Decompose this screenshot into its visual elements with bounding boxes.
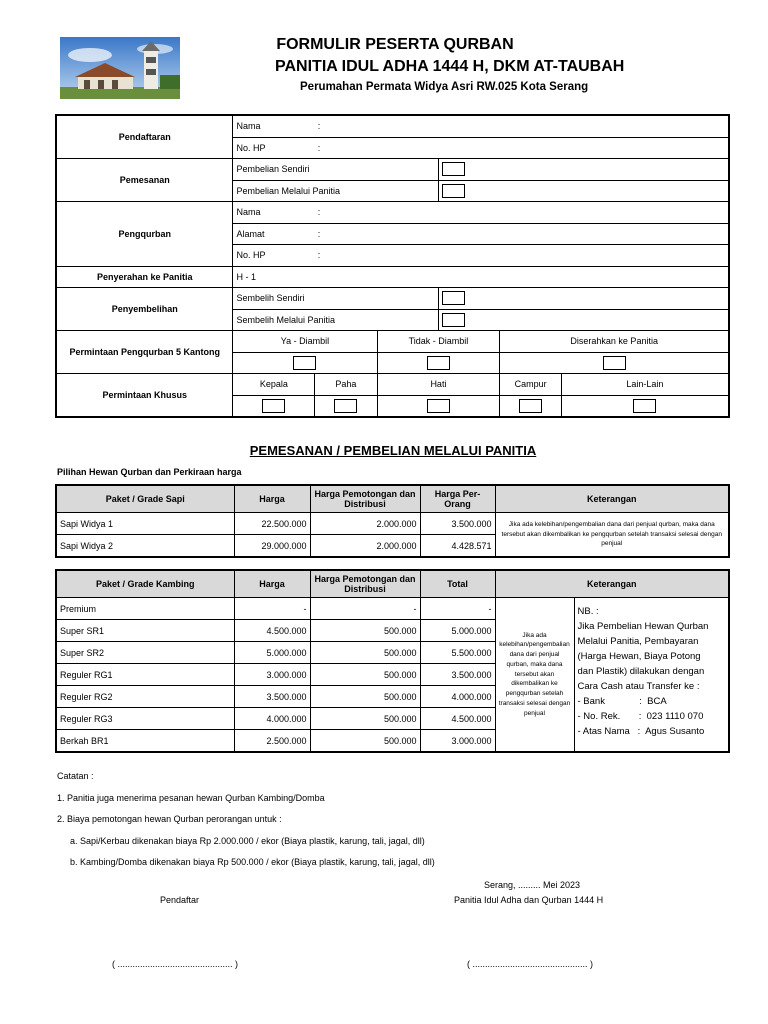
- khusus-paha-checkbox[interactable]: [334, 399, 357, 413]
- pemesanan-label: Pemesanan: [56, 159, 233, 202]
- khusus-hati-cell[interactable]: [377, 395, 500, 417]
- kantong-tidak-checkbox[interactable]: [427, 356, 450, 370]
- sembelih-sendiri-checkbox[interactable]: [442, 291, 465, 305]
- note-subitem: b. Kambing/Domba dikenakan biaya Rp 500.000 / ekor (Biaya plastik, karung, tali, jagal, dll): [70, 857, 435, 867]
- pembelian-panitia-checkbox[interactable]: [442, 184, 465, 198]
- khusus-kepala-label: Kepala: [233, 374, 315, 396]
- table-row: [56, 598, 729, 620]
- kambing-header-total: Total: [420, 570, 495, 598]
- bank-line: - Bank : BCA: [577, 696, 667, 707]
- khusus-kepala-checkbox[interactable]: [262, 399, 285, 413]
- section-title: PEMESANAN / PEMBELIAN MELALUI PANITIA: [249, 443, 537, 458]
- account-name-line: - Atas Nama : Agus Susanto: [577, 726, 705, 737]
- kantong-label: Permintaan Pengqurban 5 Kantong: [56, 331, 233, 374]
- kambing-potong: 500.000: [310, 642, 420, 664]
- kantong-panitia-label: Diserahkan ke Panitia: [500, 331, 729, 353]
- pembelian-sendiri-label: Pembelian Sendiri: [233, 159, 439, 181]
- signature-line-left[interactable]: ( .............................................. ): [112, 959, 239, 969]
- pengqurban-nohp-label: No. HP: [233, 245, 315, 267]
- kambing-name: Reguler RG1: [56, 664, 234, 686]
- khusus-campur-label: Campur: [500, 374, 561, 396]
- kambing-name: Reguler RG3: [56, 708, 234, 730]
- payment-note: [574, 598, 729, 753]
- sapi-name: Sapi Widya 2: [56, 535, 234, 558]
- sapi-potong: 2.000.000: [310, 513, 420, 535]
- pendaftaran-nama-label: Nama: [233, 115, 315, 137]
- kambing-potong: 500.000: [310, 664, 420, 686]
- kambing-name: Premium: [56, 598, 234, 620]
- kambing-header-keterangan: Keterangan: [495, 570, 729, 598]
- kambing-potong: 500.000: [310, 730, 420, 753]
- section-subtitle: Pilihan Hewan Qurban dan Perkiraan harga: [57, 467, 242, 477]
- kambing-harga: 2.500.000: [234, 730, 310, 753]
- note-line: Cara Cash atau Transfer ke :: [577, 681, 700, 692]
- account-line: - No. Rek. : 023 1110 070: [577, 711, 704, 722]
- pembelian-panitia-checkbox-cell[interactable]: [439, 180, 729, 202]
- kambing-potong: 500.000: [310, 686, 420, 708]
- sembelih-panitia-label: Sembelih Melalui Panitia: [233, 309, 439, 331]
- note-item: 2. Biaya pemotongan hewan Qurban perorangan untuk :: [57, 814, 282, 824]
- registration-table: [55, 114, 730, 418]
- penyembelihan-label: Penyembelihan: [56, 288, 233, 331]
- kantong-panitia-cell[interactable]: [500, 352, 729, 374]
- notes-heading: Catatan :: [57, 771, 94, 781]
- kambing-header-potong: Harga Pemotongan dan Distribusi: [310, 570, 420, 598]
- note-line: dan Plastik) dilakukan dengan: [577, 666, 705, 677]
- khusus-campur-checkbox[interactable]: [519, 399, 542, 413]
- sapi-header-paket: Paket / Grade Sapi: [56, 485, 234, 513]
- place-date: Serang, ......... Mei 2023: [484, 880, 581, 890]
- kambing-price-table: [55, 569, 730, 753]
- pengqurban-label: Pengqurban: [56, 202, 233, 267]
- sapi-per-orang: 3.500.000: [420, 513, 495, 535]
- table-row: [56, 513, 729, 535]
- kambing-keterangan: Jika ada kelebihan/pengembalian dana dari penjual qurban, maka dana tersebut akan dikembalikan ke pengqurban setelah transaksi selesai dengan penjual: [495, 598, 574, 753]
- kantong-tidak-label: Tidak - Diambil: [377, 331, 500, 353]
- kambing-harga: 3.000.000: [234, 664, 310, 686]
- form-title: FORMULIR PESERTA QURBAN: [276, 36, 514, 53]
- kambing-total: 5.500.000: [420, 642, 495, 664]
- notes-section: [57, 766, 435, 874]
- pembelian-sendiri-checkbox-cell[interactable]: [439, 159, 729, 181]
- sembelih-panitia-checkbox-cell[interactable]: [439, 309, 729, 331]
- kambing-harga: -: [234, 598, 310, 620]
- sapi-potong: 2.000.000: [310, 535, 420, 558]
- pembelian-sendiri-checkbox[interactable]: [442, 162, 465, 176]
- khusus-label: Permintaan Khusus: [56, 374, 233, 418]
- kantong-ya-checkbox[interactable]: [293, 356, 316, 370]
- kambing-name: Super SR1: [56, 620, 234, 642]
- kantong-panitia-checkbox[interactable]: [603, 356, 626, 370]
- pembelian-panitia-label: Pembelian Melalui Panitia: [233, 180, 439, 202]
- kambing-total: 3.000.000: [420, 730, 495, 753]
- kambing-potong: -: [310, 598, 420, 620]
- khusus-hati-checkbox[interactable]: [427, 399, 450, 413]
- kambing-harga: 4.000.000: [234, 708, 310, 730]
- note-line: NB. :: [577, 606, 599, 617]
- kambing-harga: 4.500.000: [234, 620, 310, 642]
- note-item: 1. Panitia juga menerima pesanan hewan Qurban Kambing/Domba: [57, 792, 325, 803]
- kantong-tidak-cell[interactable]: [377, 352, 500, 374]
- sembelih-sendiri-label: Sembelih Sendiri: [233, 288, 439, 310]
- sapi-header-keterangan: Keterangan: [495, 485, 729, 513]
- khusus-kepala-cell[interactable]: [233, 395, 315, 417]
- kantong-ya-cell[interactable]: [233, 352, 377, 374]
- pengqurban-nohp-field[interactable]: :: [315, 245, 729, 267]
- pengqurban-nama-field[interactable]: :: [315, 202, 729, 224]
- pendaftaran-nohp-label: No. HP: [233, 137, 315, 159]
- sapi-header-per-orang: Harga Per-Orang: [420, 485, 495, 513]
- note-line: Jika Pembelian Hewan Qurban: [577, 621, 709, 632]
- kambing-total: 4.500.000: [420, 708, 495, 730]
- sapi-keterangan: Jika ada kelebihan/pengembalian dana dari penjual qurban, maka dana tersebut akan dikembalikan ke pengqurban setelah transaksi selesai dengan penjual: [495, 513, 729, 558]
- sapi-per-orang: 4.428.571: [420, 535, 495, 558]
- kambing-total: 5.000.000: [420, 620, 495, 642]
- kambing-potong: 500.000: [310, 620, 420, 642]
- kambing-harga: 3.500.000: [234, 686, 310, 708]
- committee-title: PANITIA IDUL ADHA 1444 H, DKM AT-TAUBAH: [275, 58, 625, 75]
- kambing-total: 3.500.000: [420, 664, 495, 686]
- pengqurban-nama-label: Nama: [233, 202, 315, 224]
- pendaftaran-label: Pendaftaran: [56, 115, 233, 159]
- khusus-lain-cell[interactable]: [561, 395, 729, 417]
- khusus-paha-label: Paha: [315, 374, 377, 396]
- kantong-ya-label: Ya - Diambil: [233, 331, 377, 353]
- penyerahan-label: Penyerahan ke Panitia: [56, 266, 233, 288]
- sapi-harga: 22.500.000: [234, 513, 310, 535]
- pengqurban-alamat-label: Alamat: [233, 223, 315, 245]
- pendaftaran-nama-field[interactable]: :: [315, 115, 729, 137]
- kambing-total: 4.000.000: [420, 686, 495, 708]
- sapi-name: Sapi Widya 1: [56, 513, 234, 535]
- kambing-name: Reguler RG2: [56, 686, 234, 708]
- signer-right-title: Panitia Idul Adha dan Qurban 1444 H: [454, 895, 604, 905]
- khusus-campur-cell[interactable]: [500, 395, 561, 417]
- mosque-logo: [60, 37, 180, 99]
- note-subitem: a. Sapi/Kerbau dikenakan biaya Rp 2.000.000 / ekor (Biaya plastik, karung, tali, jagal, dll): [70, 835, 425, 846]
- sapi-header-potong: Harga Pemotongan dan Distribusi: [310, 485, 420, 513]
- kambing-total: -: [420, 598, 495, 620]
- signer-left-title: Pendaftar: [160, 895, 200, 905]
- sapi-header-harga: Harga: [234, 485, 310, 513]
- khusus-hati-label: Hati: [377, 374, 500, 396]
- address-subtitle: Perumahan Permata Widya Asri RW.025 Kota Serang: [300, 81, 589, 93]
- sapi-price-table: [55, 484, 730, 558]
- kambing-name: Super SR2: [56, 642, 234, 664]
- kambing-name: Berkah BR1: [56, 730, 234, 753]
- sembelih-sendiri-checkbox-cell[interactable]: [439, 288, 729, 310]
- khusus-lain-checkbox[interactable]: [633, 399, 656, 413]
- kambing-header-harga: Harga: [234, 570, 310, 598]
- pengqurban-alamat-field[interactable]: :: [315, 223, 729, 245]
- sapi-harga: 29.000.000: [234, 535, 310, 558]
- kambing-potong: 500.000: [310, 708, 420, 730]
- kambing-harga: 5.000.000: [234, 642, 310, 664]
- penyerahan-value: H - 1: [233, 266, 729, 288]
- khusus-paha-cell[interactable]: [315, 395, 377, 417]
- note-line: Melalui Panitia, Pembayaran: [577, 636, 699, 647]
- pendaftaran-nohp-field[interactable]: :: [315, 137, 729, 159]
- kambing-header-paket: Paket / Grade Kambing: [56, 570, 234, 598]
- sembelih-panitia-checkbox[interactable]: [442, 313, 465, 327]
- khusus-lain-label: Lain-Lain: [561, 374, 729, 396]
- note-line: (Harga Hewan, Biaya Potong: [577, 651, 701, 662]
- signature-line-right[interactable]: ( .............................................. ): [467, 959, 594, 969]
